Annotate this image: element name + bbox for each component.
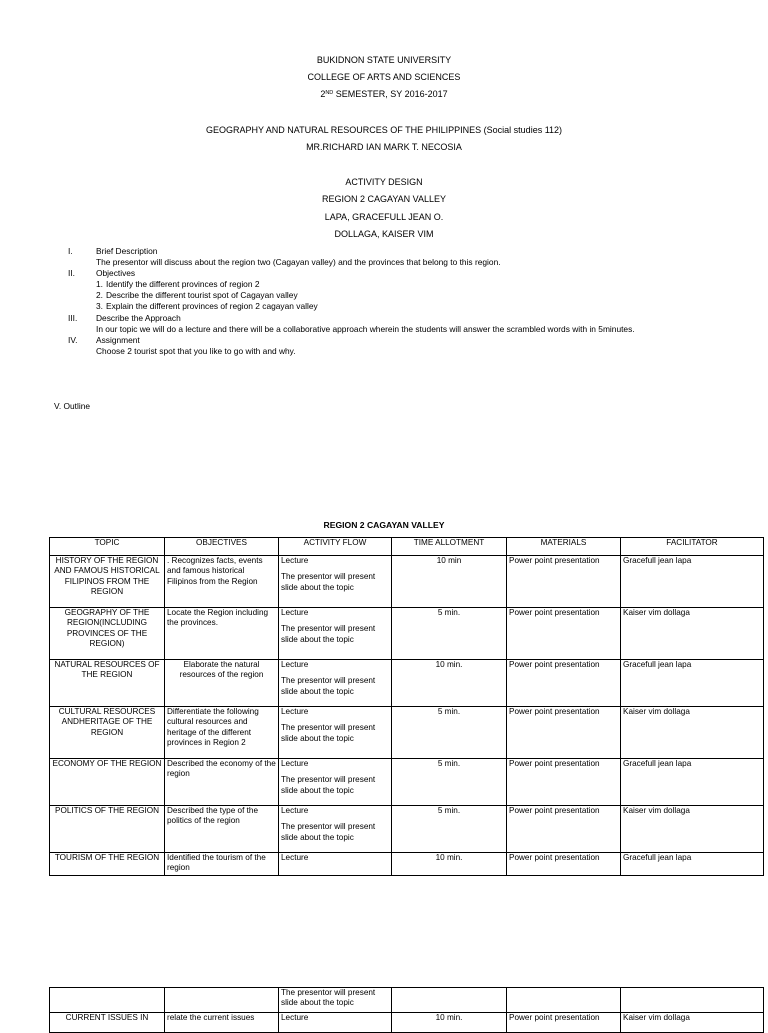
flow-text: The presentor will present slide about the topic [281,775,376,795]
activity-flow-cell [279,556,392,608]
flow-text: The presentor will present slide about the topic [281,624,376,644]
facilitator-cell: Gracefull jean lapa [621,556,764,608]
flow-text: The presentor will present slide about the topic [281,723,376,743]
activity-flow-cell [279,707,392,759]
topic-cell: GEOGRAPHY OF THE REGION(INCLUDING PROVINCES OF THE REGION) [50,608,165,660]
time-cell: 10 min [392,556,507,608]
flow-lecture: Lecture [281,1013,309,1022]
time-cell: 5 min. [392,759,507,806]
objective-item [68,301,758,312]
flow-lecture: Lecture [281,608,309,617]
objective-number: 1. [96,279,103,290]
table-row [50,707,764,759]
table-row [50,556,764,608]
topic-cell: TOURISM OF THE REGION [50,853,165,876]
header-objectives: OBJECTIVES [165,538,279,556]
facilitator-cell: Kaiser vim dollaga [621,806,764,853]
table-row [50,806,764,853]
flow-lecture: Lecture [281,707,309,716]
objective-item [68,290,758,301]
outline-heading: V. Outline [54,401,91,411]
section-title: Describe the Approach [96,312,181,323]
materials-cell: Power point presentation [507,707,621,759]
objective-number: 3. [96,301,103,312]
objective-cell: Locate the Region including the provinces. [165,608,279,660]
materials-cell [507,988,621,1013]
activity-flow-cell [279,759,392,806]
section-approach [68,313,758,324]
table-header-row [50,538,764,556]
header-facilitator: FACILITATOR [621,538,764,556]
flow-lecture: Lecture [281,556,309,565]
topic-cell: CURRENT ISSUES IN [50,1013,165,1033]
materials-cell: Power point presentation [507,660,621,707]
time-cell: 10 min. [392,853,507,876]
section-number: III. [68,312,78,323]
objective-cell: Described the type of the politics of the region [165,806,279,853]
objective-cell: Identified the tourism of the region [165,853,279,876]
facilitator-cell: Gracefull jean lapa [621,759,764,806]
table-row [50,759,764,806]
section-number: IV. [68,334,78,345]
facilitator-cell: Kaiser vim dollaga [621,1013,764,1033]
materials-cell: Power point presentation [507,806,621,853]
topic-cell: ECONOMY OF THE REGION [50,759,165,806]
flow-text: The presentor will present slide about the topic [281,572,376,592]
objective-cell: Elaborate the natural resources of the region [165,660,279,707]
time-cell: 10 min. [392,660,507,707]
time-cell: 5 min. [392,707,507,759]
flow-lecture: Lecture [281,853,309,862]
header-time-allotment: TIME ALLOTMENT [392,538,507,556]
objective-text: Explain the different provinces of region 2 cagayan valley [106,301,318,312]
objective-cell: . Recognizes facts, events and famous historical Filipinos from the Region [165,556,279,608]
objective-text: Identify the different provinces of region 2 [106,279,260,290]
table-row [50,853,764,876]
outline-table [49,537,764,876]
topic-cell: NATURAL RESOURCES OF THE REGION [50,660,165,707]
section-title: Brief Description [96,246,158,256]
activity-flow-cell [279,806,392,853]
topic-cell: HISTORY OF THE REGION AND FAMOUS HISTORICAL FILIPINOS FROM THE REGION [50,556,165,608]
outline-table-continued [49,987,764,1033]
topic-cell: CULTURAL RESOURCES ANDHERITAGE OF THE REGION [50,707,165,759]
flow-lecture: Lecture [281,806,309,815]
table-row [50,988,764,1013]
objective-number: 2. [96,290,103,301]
flow-lecture: Lecture [281,759,309,768]
semester-number: 2 [320,89,326,99]
objective-cell [165,988,279,1013]
time-cell: 10 min. [392,1013,507,1033]
facilitator-cell [621,988,764,1013]
topic-cell: POLITICS OF THE REGION [50,806,165,853]
objective-cell: Described the economy of the region [165,759,279,806]
time-cell [392,988,507,1013]
time-cell: 5 min. [392,608,507,660]
activity-design-title: ACTIVITY DESIGN [345,177,423,187]
objective-cell: relate the current issues [165,1013,279,1033]
section-assignment [68,335,758,346]
materials-cell: Power point presentation [507,853,621,876]
materials-cell: Power point presentation [507,1013,621,1033]
assignment-text: Choose 2 tourist spot that you like to go with and why. [96,345,296,356]
materials-cell: Power point presentation [507,608,621,660]
brief-description-text: The presentor will discuss about the region two (Cagayan valley) and the provinces that belong to this region. [96,257,501,268]
header-materials: MATERIALS [507,538,621,556]
university-name: BUKIDNON STATE UNIVERSITY [316,55,452,65]
section-text [68,257,758,268]
section-number: I. [68,246,73,256]
section-title: Objectives [96,268,136,279]
section-number: II. [68,268,75,279]
facilitator-cell: Gracefull jean lapa [621,660,764,707]
activity-sections [68,246,758,357]
college-name: COLLEGE OF ARTS AND SCIENCES [307,72,461,82]
section-text [68,324,758,335]
course-title: GEOGRAPHY AND NATURAL RESOURCES OF THE PHILIPPINES (Social studies 112) [205,125,563,135]
flow-text: The presentor will present slide about the topic [281,822,376,842]
flow-text: The presentor will present slide about the topic [281,988,376,1008]
section-objectives [68,268,758,279]
table-title: REGION 2 CAGAYAN VALLEY [323,520,445,530]
section-brief-description [68,246,758,257]
presenter-2: DOLLAGA, KAISER VIM [334,229,434,239]
semester-text: SEMESTER, SY 2016-2017 [333,89,448,99]
materials-cell: Power point presentation [507,556,621,608]
region-title: REGION 2 CAGAYAN VALLEY [321,194,447,204]
semester-suffix: ND [325,90,334,96]
topic-cell [50,988,165,1013]
facilitator-cell: Gracefull jean lapa [621,853,764,876]
semester-line [0,89,768,100]
table-row [50,660,764,707]
time-cell: 5 min. [392,806,507,853]
objective-text: Describe the different tourist spot of Cagayan valley [106,290,298,301]
objective-item [68,279,758,290]
materials-cell: Power point presentation [507,759,621,806]
instructor-name: MR.RICHARD IAN MARK T. NECOSIA [306,142,462,152]
section-text [68,346,758,357]
header-activity-flow: ACTIVITY FLOW [279,538,392,556]
activity-flow-cell [279,1013,392,1033]
objective-cell: Differentiate the following cultural resources and heritage of the different provinces in Region 2 [165,707,279,759]
flow-lecture: Lecture [281,660,309,669]
table-row [50,608,764,660]
activity-flow-cell [279,660,392,707]
table-row [50,1013,764,1033]
header-topic: TOPIC [50,538,165,556]
presenter-1: LAPA, GRACEFULL JEAN O. [324,212,444,222]
facilitator-cell: Kaiser vim dollaga [621,608,764,660]
activity-flow-cell [279,853,392,876]
facilitator-cell: Kaiser vim dollaga [621,707,764,759]
section-title: Assignment [96,334,140,345]
activity-flow-cell [279,988,392,1013]
activity-flow-cell [279,608,392,660]
approach-text: In our topic we will do a lecture and there will be a collaborative approach wherein the students will answer the scrambled words with in 5minutes. [96,323,635,334]
flow-text: The presentor will present slide about the topic [281,676,376,696]
